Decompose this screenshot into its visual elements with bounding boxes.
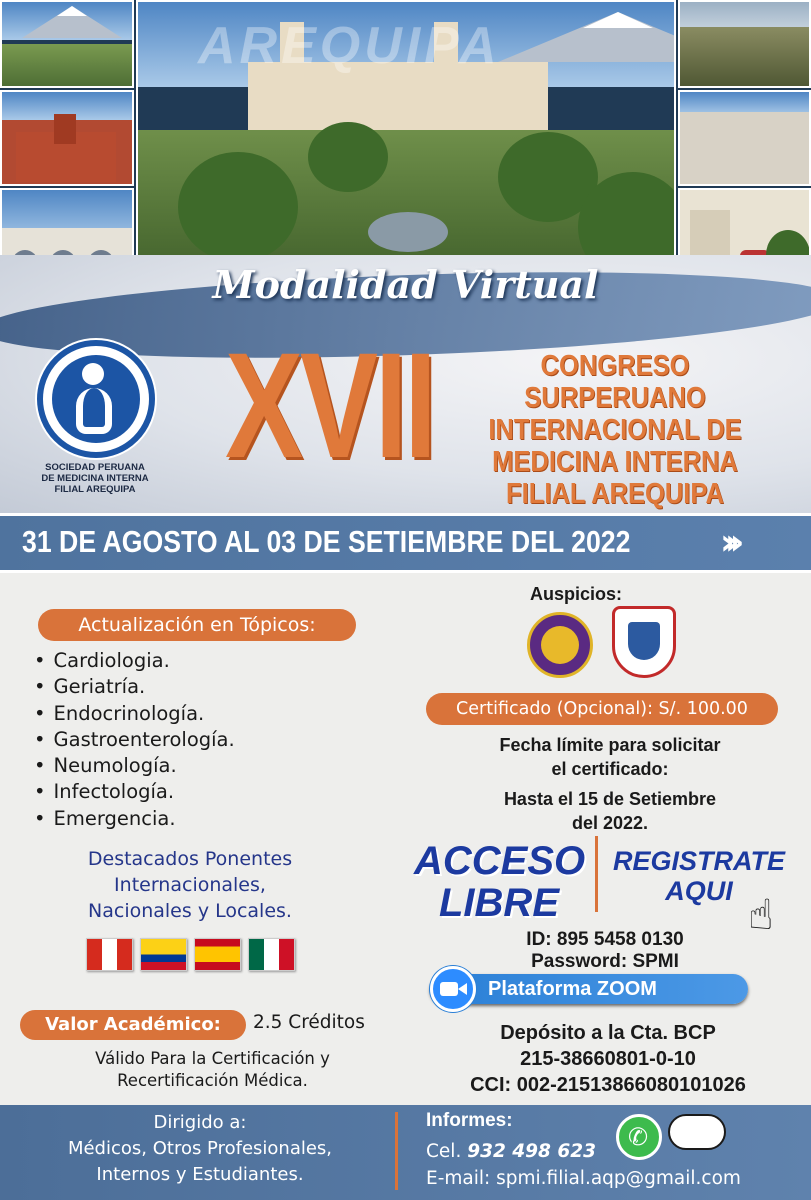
sillar-quarry-photo [678,90,811,186]
speakers-note [40,846,340,924]
deadline-line: Hasta el 15 de Setiembre [503,789,717,809]
zoom-credentials [480,929,730,973]
zoom-meeting-id: ID: 895 5458 0130 [526,929,684,950]
certificate-price: Certificado (Opcional): S/. 100.00 [426,693,778,725]
topic-item: • Emergencia. [34,806,235,832]
audience-line: Dirigido a: [153,1112,247,1133]
plaza-de-armas-photo [136,0,676,288]
edition-number: XVII [225,321,434,489]
target-audience [10,1110,390,1188]
congress-title-line: MEDICINA INTERNA [492,446,738,478]
topic-item: • Gastroenterología. [34,727,235,753]
topic-item: • Infectología. [34,779,235,805]
arequipa-coat-of-arms-center [628,622,660,660]
certificate-deadline [440,733,780,835]
free-access-line: ACCESO [414,839,586,883]
society-name: SOCIEDAD PERUANA DE MEDICINA INTERNA FILIAL AREQUIPA [41,462,149,495]
misti-volcano-photo [0,0,134,88]
zoom-password: Password: SPMI [531,951,679,972]
pointing-hand-icon: ☝ [748,890,774,939]
spain-flag-icon [194,938,241,971]
topic-item: • Neumología. [34,753,235,779]
sponsors-heading: Auspicios: [530,584,623,604]
academic-value-label: Valor Académico: [20,1010,246,1040]
phone-number: 932 498 623 [467,1141,596,1162]
mexico-flag-icon [248,938,295,971]
academic-credits: 2.5 Créditos [253,1012,365,1033]
pointing-hand-left-icon [668,1114,726,1150]
register-line: REGISTRATE [612,846,785,876]
deposit-line: CCI: 002-21513866080101026 [470,1074,746,1096]
canyon-photo [678,0,811,88]
audience-line: Internos y Estudiantes. [96,1164,304,1185]
audience-line: Médicos, Otros Profesionales, [67,1138,333,1159]
topic-item: • Geriatría. [34,674,235,700]
contact-phone[interactable] [426,1141,596,1162]
deadline-line: el certificado: [551,759,669,779]
validity-note [40,1048,385,1092]
bank-deposit-info [418,1020,798,1098]
topics-list [34,648,235,832]
free-access-label [414,840,584,924]
validity-line: Válido Para la Certificación y [95,1049,330,1068]
congress-title-line: CONGRESO SURPERUANO [524,350,706,414]
speakers-line: Internacionales, [114,874,266,896]
church-photo [0,90,134,186]
triple-chevron-icon: ››› [720,522,735,563]
modality-heading: Modalidad Virtual [212,262,599,307]
congress-title-line: FILIAL AREQUIPA [506,478,724,510]
topic-item: • Cardiologia. [34,648,235,674]
colegio-medico-seal-center [541,626,579,664]
deposit-line: Depósito a la Cta. BCP [500,1022,716,1044]
zoom-camera-body [440,982,458,996]
photo-banner [0,0,811,290]
deadline-line: Fecha límite para solicitar [499,735,721,755]
phone-label: Cel. [426,1141,462,1162]
zoom-camera-lens [458,983,467,995]
free-access-line: LIBRE [439,881,559,925]
contact-heading: Informes: [426,1110,513,1131]
spmi-logo-figure-body [76,388,112,434]
event-dates: 31 DE AGOSTO AL 03 DE SETIEMBRE DEL 2022 [22,524,631,559]
topic-item: • Endocrinología. [34,701,235,727]
zoom-platform-label: Plataforma ZOOM [488,978,657,1000]
speakers-line: Destacados Ponentes [87,848,293,870]
topics-heading: Actualización en Tópicos: [38,609,356,641]
spmi-logo-figure-head [82,363,104,385]
deposit-line: 215-38660801-0-10 [520,1048,696,1070]
validity-line: Recertificación Médica. [117,1071,308,1090]
congress-title [430,350,800,510]
access-divider [595,836,598,912]
deadline-line: del 2022. [571,813,649,833]
register-line: AQUI [665,876,733,906]
speakers-line: Nacionales y Locales. [88,900,292,922]
colombia-flag-icon [140,938,187,971]
peru-flag-icon [86,938,133,971]
congress-title-line: INTERNACIONAL DE [488,414,742,446]
contact-email[interactable]: E-mail: spmi.filial.aqp@gmail.com [426,1168,741,1189]
footer-divider [395,1112,398,1190]
arequipa-watermark: AREQUIPA [198,17,501,75]
whatsapp-phone-glyph: ✆ [628,1123,649,1151]
